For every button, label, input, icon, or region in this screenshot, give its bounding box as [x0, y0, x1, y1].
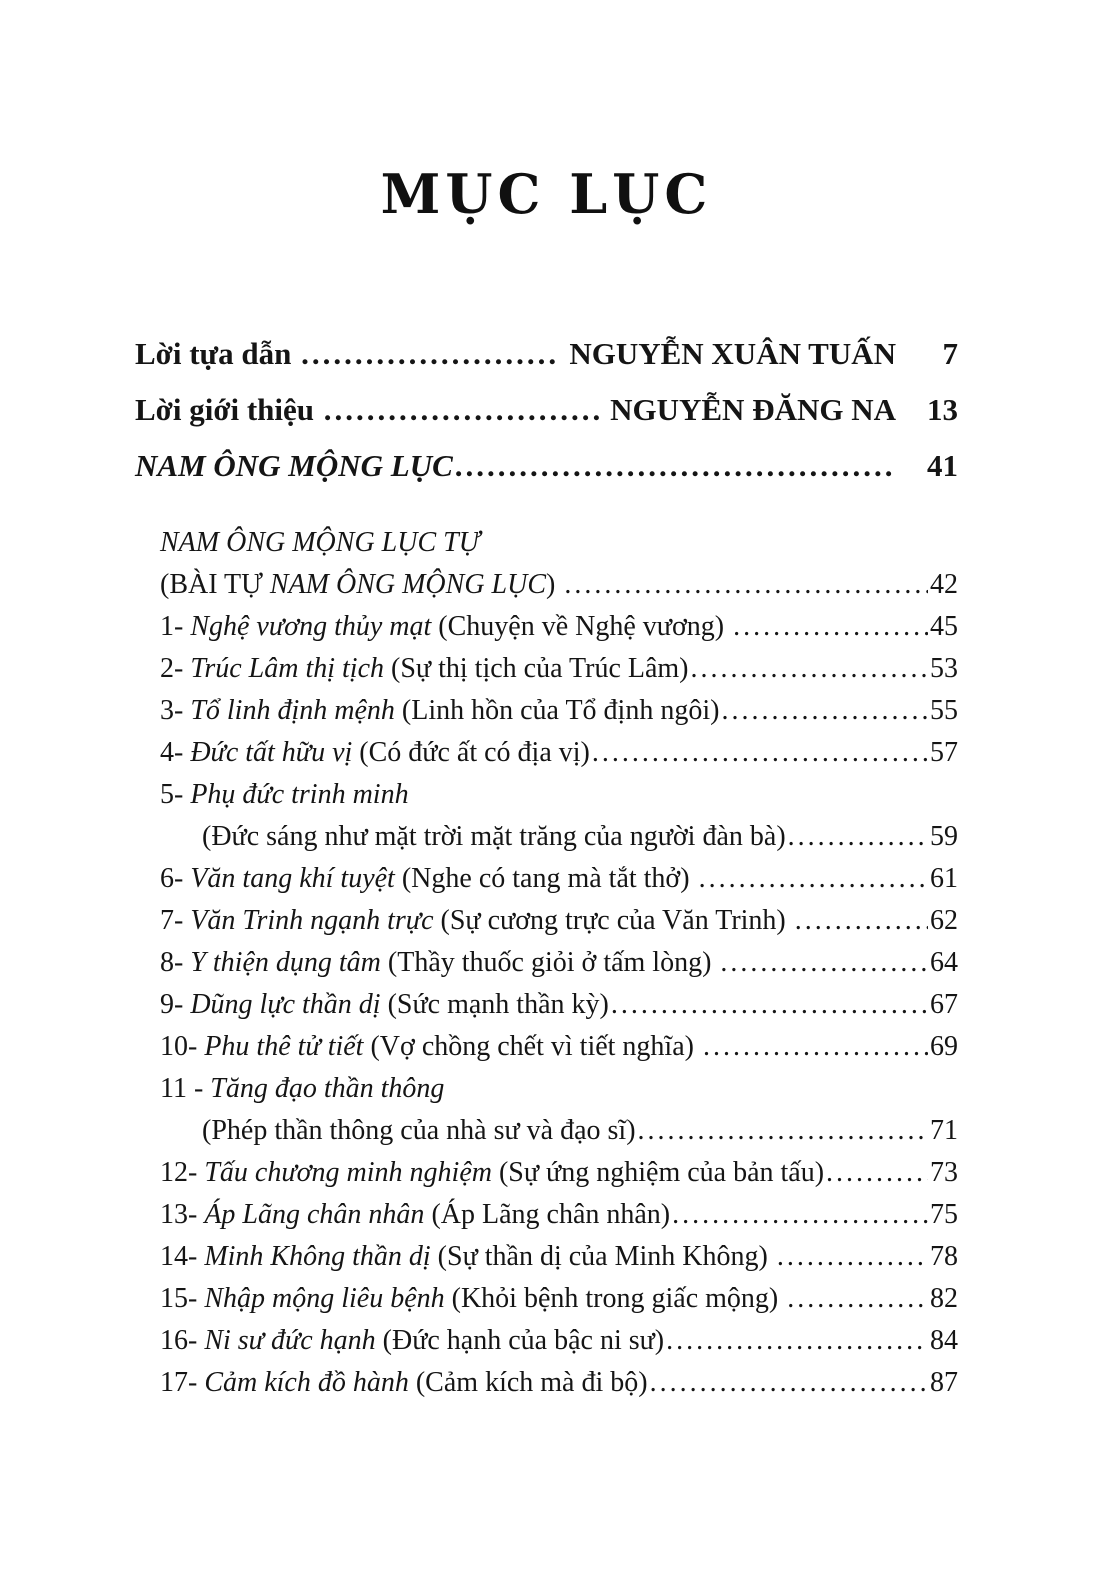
toc-desc-text: (BÀI TỰ: [160, 569, 270, 600]
toc-line: [160, 1320, 958, 1362]
toc-desc-text: (Linh hồn của Tổ định ngôi): [394, 695, 720, 726]
toc-line-text: [160, 606, 731, 648]
toc-line: [160, 606, 958, 648]
toc-line: [160, 690, 958, 732]
toc-line: [160, 1194, 958, 1236]
toc-line-text: [160, 1278, 785, 1320]
front-matter-row: [135, 326, 958, 382]
toc-desc-text: 12-: [160, 1157, 205, 1188]
page-number: 67: [930, 989, 958, 1020]
front-matter-label: Lời tựa dẫn: [135, 336, 300, 371]
dot-leader: [733, 606, 928, 648]
toc-title-text: NAM ÔNG MỘNG LỤC: [269, 569, 547, 600]
toc-desc-text: 6-: [160, 863, 191, 894]
toc-title-text: Y thiện dụng tâm: [190, 947, 381, 978]
toc-desc-text: 5-: [160, 779, 191, 810]
page-number: 59: [930, 821, 958, 852]
page-number: 13: [927, 392, 958, 427]
toc-line-text: [160, 1320, 664, 1362]
toc-line: [160, 1236, 958, 1278]
toc-line-text: [160, 1194, 670, 1236]
toc-desc-text: 8-: [160, 947, 191, 978]
toc-line-text: [160, 900, 793, 942]
toc-line-text: [202, 816, 786, 858]
toc-line: [160, 648, 958, 690]
front-matter-author: NGUYỄN XUÂN TUẤN: [561, 336, 896, 371]
page-number: 45: [930, 611, 958, 642]
page-number: 75: [930, 1199, 958, 1230]
toc-desc-text: 11 -: [160, 1073, 211, 1104]
dot-leader: [666, 1320, 928, 1362]
toc-line: [160, 816, 958, 858]
toc-desc-text: (Sự cương trực của Văn Trinh): [433, 905, 793, 936]
dot-leader: [455, 438, 894, 494]
page-number: 42: [930, 569, 958, 600]
toc-desc-text: 14-: [160, 1241, 205, 1272]
toc-title-text: NAM ÔNG MỘNG LỤC TỰ: [160, 527, 480, 558]
page-number: 64: [930, 947, 958, 978]
toc-desc-text: 9-: [160, 989, 191, 1020]
toc-entries: [135, 522, 958, 1404]
toc-line-text: [160, 942, 718, 984]
page-number: 57: [930, 737, 958, 768]
dot-leader: [672, 1194, 928, 1236]
dot-leader: [703, 1026, 928, 1068]
dot-leader: [699, 858, 928, 900]
toc-desc-text: (Sự ứng nghiệm của bản tấu): [491, 1157, 825, 1188]
page-number: 82: [930, 1283, 958, 1314]
toc-desc-text: (Nghe có tang mà tắt thở): [394, 863, 697, 894]
toc-desc-text: (Sự thần dị của Minh Không): [430, 1241, 775, 1272]
toc-line-text: [160, 732, 590, 774]
front-matter-label: Lời giới thiệu: [135, 392, 322, 427]
book-title-row: [135, 438, 958, 494]
toc-title-text: Phu thê tử tiết: [204, 1031, 364, 1062]
toc-line: [160, 1110, 958, 1152]
dot-leader: [777, 1236, 928, 1278]
toc-line: [160, 564, 958, 606]
toc-line: [160, 1278, 958, 1320]
dot-leader: [788, 816, 928, 858]
dot-leader: [324, 382, 601, 438]
toc-title-text: Tổ linh định mệnh: [190, 695, 395, 726]
dot-leader: [564, 564, 928, 606]
toc-desc-text: (Chuyện về Nghệ vương): [431, 611, 732, 642]
toc-title-text: Văn Trinh ngạnh trực: [190, 905, 434, 936]
toc-desc-text: (Đức hạnh của bậc ni sư): [375, 1325, 665, 1356]
toc-line-text: [160, 564, 562, 606]
page-number: 78: [930, 1241, 958, 1272]
toc-desc-text: (Khỏi bệnh trong giấc mộng): [444, 1283, 786, 1314]
toc-title-text: Phụ đức trinh minh: [190, 779, 409, 810]
toc-line: [160, 984, 958, 1026]
page-number: 87: [930, 1367, 958, 1398]
page-title: MỤC LỤC: [380, 162, 713, 226]
toc-desc-text: (Thầy thuốc giỏi ở tấm lòng): [380, 947, 719, 978]
toc-line: [160, 774, 958, 816]
toc-line: [160, 732, 958, 774]
toc-title-text: Văn tang khí tuyệt: [190, 863, 395, 894]
dot-leader: [826, 1152, 928, 1194]
front-matter: [135, 326, 958, 494]
toc-line: [160, 1362, 958, 1404]
toc-desc-text: 1-: [160, 611, 191, 642]
page-number: 53: [930, 653, 958, 684]
toc-desc-text: 16-: [160, 1325, 205, 1356]
toc-line-text: [160, 1362, 648, 1404]
toc-title-text: Tăng đạo thần thông: [210, 1073, 445, 1104]
toc-desc-text: 7-: [160, 905, 191, 936]
toc-desc-text: (Đức sáng như mặt trời mặt trăng của người đàn bà): [202, 821, 786, 852]
toc-desc-text: (Sự thị tịch của Trúc Lâm): [384, 653, 689, 684]
toc-title-text: Cảm kích đồ hành: [204, 1367, 409, 1398]
dot-leader: [638, 1110, 928, 1152]
toc-desc-text: (Phép thần thông của nhà sư và đạo sĩ): [202, 1115, 636, 1146]
toc-line-text: [160, 648, 689, 690]
toc-desc-text: 4-: [160, 737, 191, 768]
toc-desc-text: (Áp Lãng chân nhân): [424, 1199, 671, 1230]
toc-line: [160, 1152, 958, 1194]
toc-line-text: [160, 774, 409, 816]
toc-desc-text: ): [546, 569, 563, 600]
toc-desc-text: (Sức mạnh thần kỳ): [380, 989, 609, 1020]
toc-title-text: Dũng lực thần dị: [190, 989, 381, 1020]
book-title-label: NAM ÔNG MỘNG LỤC: [135, 448, 453, 483]
toc-line: [160, 858, 958, 900]
toc-desc-text: (Có đức ất có địa vị): [352, 737, 590, 768]
dot-leader: [650, 1362, 928, 1404]
dot-leader: [592, 732, 928, 774]
toc-title-text: Đức tất hữu vị: [190, 737, 353, 768]
dot-leader: [795, 900, 928, 942]
toc-desc-text: 15-: [160, 1283, 205, 1314]
page-number: 73: [930, 1157, 958, 1188]
page-number: 61: [930, 863, 958, 894]
toc-line: [160, 522, 958, 564]
dot-leader: [691, 648, 928, 690]
toc-line: [160, 900, 958, 942]
toc-line-text: [160, 1026, 701, 1068]
toc-title-text: Nghệ vương thủy mạt: [190, 611, 432, 642]
dot-leader: [611, 984, 928, 1026]
page-number: 41: [927, 448, 958, 483]
toc-desc-text: 17-: [160, 1367, 205, 1398]
toc-title-text: Tấu chương minh nghiệm: [204, 1157, 492, 1188]
toc-title-text: Áp Lãng chân nhân: [204, 1199, 425, 1230]
front-matter-author: NGUYỄN ĐĂNG NA: [602, 392, 896, 427]
toc-title-text: Trúc Lâm thị tịch: [190, 653, 385, 684]
toc-line-text: [160, 1236, 775, 1278]
toc-desc-text: 13-: [160, 1199, 205, 1230]
toc-line-text: [160, 984, 609, 1026]
page-number: 69: [930, 1031, 958, 1062]
toc-title-text: Minh Không thần dị: [204, 1241, 431, 1272]
toc-title-text: Ni sư đức hạnh: [204, 1325, 376, 1356]
toc-desc-text: 10-: [160, 1031, 205, 1062]
toc-line: [160, 1026, 958, 1068]
toc-line-text: [160, 1068, 444, 1110]
toc-desc-text: 3-: [160, 695, 191, 726]
dot-leader: [720, 942, 928, 984]
toc-line-text: [160, 522, 480, 564]
toc-line-text: [160, 1152, 824, 1194]
toc-line-text: [160, 858, 697, 900]
toc-title-text: Nhập mộng liêu bệnh: [204, 1283, 445, 1314]
page-number: 7: [942, 336, 958, 371]
toc-desc-text: 2-: [160, 653, 191, 684]
toc-desc-text: (Vợ chồng chết vì tiết nghĩa): [363, 1031, 701, 1062]
front-matter-row: [135, 382, 958, 438]
toc-line: [160, 1068, 958, 1110]
dot-leader: [721, 690, 928, 732]
page-number: 84: [930, 1325, 958, 1356]
page-number: 71: [930, 1115, 958, 1146]
page-number: 62: [930, 905, 958, 936]
toc-line-text: [202, 1110, 636, 1152]
toc-line-text: [160, 690, 719, 732]
toc-line: [160, 942, 958, 984]
toc-desc-text: (Cảm kích mà đi bộ): [408, 1367, 648, 1398]
page-number: 55: [930, 695, 958, 726]
dot-leader: [787, 1278, 928, 1320]
dot-leader: [301, 326, 559, 382]
